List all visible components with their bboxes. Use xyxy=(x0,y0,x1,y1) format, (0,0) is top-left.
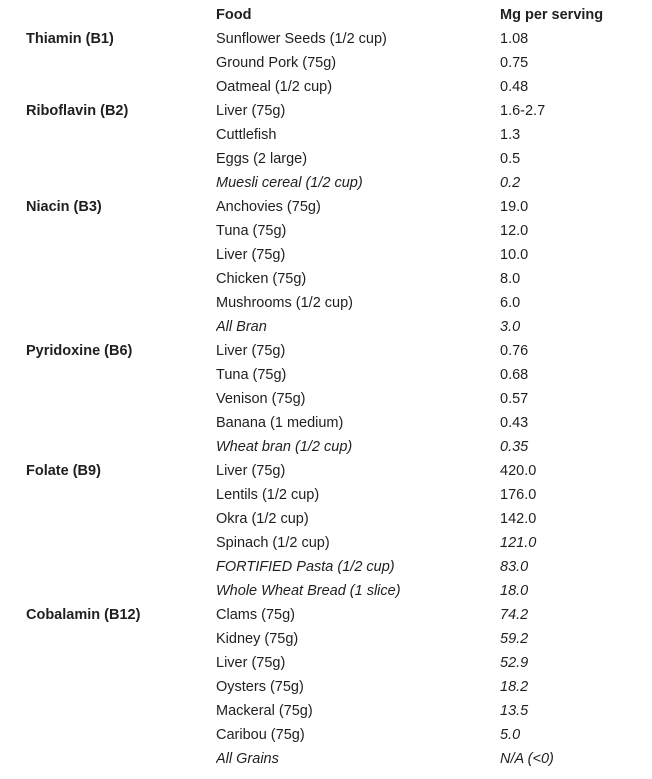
mg-per-serving-cell: 0.48 xyxy=(500,79,529,95)
header-food: Food xyxy=(216,7,252,23)
table-row xyxy=(0,147,652,171)
table-row xyxy=(0,219,652,243)
table-row xyxy=(0,363,652,387)
mg-per-serving-cell: 10.0 xyxy=(500,247,529,263)
food-cell: Banana (1 medium) xyxy=(216,415,344,431)
mg-per-serving-cell: 121.0 xyxy=(500,535,537,551)
row-spacer xyxy=(0,51,26,75)
vitamin-name-cell xyxy=(26,411,216,435)
table-row xyxy=(0,315,652,339)
row-spacer xyxy=(0,579,26,603)
vitamin-name-cell: Pyridoxine (B6) xyxy=(26,343,133,359)
row-spacer xyxy=(0,171,26,195)
table-row xyxy=(0,27,652,51)
vitamin-name-cell xyxy=(26,723,216,747)
row-spacer xyxy=(0,123,26,147)
table-row xyxy=(0,123,652,147)
header-vitamin xyxy=(26,3,216,27)
food-cell: Wheat bran (1/2 cup) xyxy=(216,439,353,455)
food-cell: Oysters (75g) xyxy=(216,679,304,695)
table-row xyxy=(0,99,652,123)
vitamin-name-cell xyxy=(26,507,216,531)
row-spacer xyxy=(0,651,26,675)
row-spacer xyxy=(0,75,26,99)
mg-per-serving-cell: N/A (<0) xyxy=(500,751,554,767)
vitamin-name-cell xyxy=(26,75,216,99)
vitamin-name-cell: Cobalamin (B12) xyxy=(26,607,141,623)
mg-per-serving-cell: 6.0 xyxy=(500,295,521,311)
table-row xyxy=(0,507,652,531)
row-spacer xyxy=(0,99,26,123)
food-cell: Spinach (1/2 cup) xyxy=(216,535,330,551)
table-row xyxy=(0,555,652,579)
vitamin-name-cell xyxy=(26,531,216,555)
food-cell: Eggs (2 large) xyxy=(216,151,308,167)
table-row xyxy=(0,531,652,555)
vitamin-name-cell xyxy=(26,579,216,603)
food-cell: Kidney (75g) xyxy=(216,631,299,647)
header-mg-per-serving: Mg per serving xyxy=(500,7,604,23)
vitamin-name-cell xyxy=(26,387,216,411)
mg-per-serving-cell: 0.76 xyxy=(500,343,529,359)
table-row xyxy=(0,723,652,747)
vitamin-name-cell xyxy=(26,627,216,651)
row-spacer xyxy=(0,747,26,771)
table-row xyxy=(0,483,652,507)
row-spacer xyxy=(0,267,26,291)
mg-per-serving-cell: 3.0 xyxy=(500,319,521,335)
table-row xyxy=(0,627,652,651)
row-spacer xyxy=(0,219,26,243)
table-header xyxy=(0,3,652,27)
food-cell: All Grains xyxy=(216,751,279,767)
row-spacer xyxy=(0,195,26,219)
vitamin-name-cell xyxy=(26,51,216,75)
vitamin-name-cell xyxy=(26,267,216,291)
mg-per-serving-cell: 0.57 xyxy=(500,391,529,407)
row-spacer xyxy=(0,147,26,171)
header-spacer xyxy=(0,3,26,27)
mg-per-serving-cell: 0.68 xyxy=(500,367,529,383)
table-body xyxy=(0,27,652,771)
food-cell: Liver (75g) xyxy=(216,247,286,263)
vitamin-name-cell xyxy=(26,147,216,171)
mg-per-serving-cell: 420.0 xyxy=(500,463,537,479)
row-spacer xyxy=(0,675,26,699)
vitamin-name-cell: Riboflavin (B2) xyxy=(26,103,129,119)
vitamin-name-cell: Thiamin (B1) xyxy=(26,31,114,47)
food-cell: Clams (75g) xyxy=(216,607,295,623)
mg-per-serving-cell: 52.9 xyxy=(500,655,529,671)
food-cell: Whole Wheat Bread (1 slice) xyxy=(216,583,401,599)
food-cell: Liver (75g) xyxy=(216,343,286,359)
food-cell: Oatmeal (1/2 cup) xyxy=(216,79,333,95)
vitamin-name-cell xyxy=(26,699,216,723)
vitamin-name-cell: Folate (B9) xyxy=(26,463,101,479)
table-row xyxy=(0,291,652,315)
table-row xyxy=(0,435,652,459)
vitamin-name-cell xyxy=(26,291,216,315)
row-spacer xyxy=(0,291,26,315)
mg-per-serving-cell: 59.2 xyxy=(500,631,529,647)
vitamin-name-cell xyxy=(26,747,216,771)
vitamin-name-cell xyxy=(26,675,216,699)
mg-per-serving-cell: 1.3 xyxy=(500,127,521,143)
header-row xyxy=(0,3,652,27)
table-row xyxy=(0,579,652,603)
vitamin-name-cell xyxy=(26,219,216,243)
table-row xyxy=(0,51,652,75)
vitamin-food-table xyxy=(0,3,652,771)
row-spacer xyxy=(0,507,26,531)
mg-per-serving-cell: 8.0 xyxy=(500,271,521,287)
food-cell: All Bran xyxy=(216,319,267,335)
food-cell: Liver (75g) xyxy=(216,103,286,119)
mg-per-serving-cell: 1.08 xyxy=(500,31,529,47)
food-cell: Lentils (1/2 cup) xyxy=(216,487,320,503)
food-cell: Mackeral (75g) xyxy=(216,703,313,719)
food-cell: Muesli cereal (1/2 cup) xyxy=(216,175,363,191)
row-spacer xyxy=(0,483,26,507)
row-spacer xyxy=(0,459,26,483)
food-cell: Okra (1/2 cup) xyxy=(216,511,309,527)
vitamin-name-cell xyxy=(26,243,216,267)
table-row xyxy=(0,675,652,699)
food-cell: FORTIFIED Pasta (1/2 cup) xyxy=(216,559,395,575)
vitamin-name-cell xyxy=(26,483,216,507)
row-spacer xyxy=(0,531,26,555)
mg-per-serving-cell: 0.5 xyxy=(500,151,521,167)
food-cell: Mushrooms (1/2 cup) xyxy=(216,295,353,311)
vitamin-name-cell xyxy=(26,651,216,675)
table-row xyxy=(0,267,652,291)
table-row xyxy=(0,171,652,195)
vitamin-name-cell xyxy=(26,315,216,339)
mg-per-serving-cell: 74.2 xyxy=(500,607,529,623)
food-cell: Anchovies (75g) xyxy=(216,199,321,215)
vitamin-name-cell xyxy=(26,123,216,147)
table-row xyxy=(0,195,652,219)
food-cell: Tuna (75g) xyxy=(216,367,287,383)
row-spacer xyxy=(0,27,26,51)
mg-per-serving-cell: 176.0 xyxy=(500,487,537,503)
vitamin-name-cell xyxy=(26,363,216,387)
row-spacer xyxy=(0,315,26,339)
row-spacer xyxy=(0,627,26,651)
table-row xyxy=(0,459,652,483)
row-spacer xyxy=(0,411,26,435)
food-cell: Sunflower Seeds (1/2 cup) xyxy=(216,31,387,47)
vitamin-name-cell: Niacin (B3) xyxy=(26,199,102,215)
table-row xyxy=(0,699,652,723)
mg-per-serving-cell: 0.43 xyxy=(500,415,529,431)
table-row xyxy=(0,387,652,411)
row-spacer xyxy=(0,555,26,579)
row-spacer xyxy=(0,387,26,411)
row-spacer xyxy=(0,603,26,627)
table-row xyxy=(0,651,652,675)
mg-per-serving-cell: 18.2 xyxy=(500,679,529,695)
mg-per-serving-cell: 0.75 xyxy=(500,55,529,71)
mg-per-serving-cell: 0.2 xyxy=(500,175,521,191)
mg-per-serving-cell: 5.0 xyxy=(500,727,521,743)
row-spacer xyxy=(0,243,26,267)
food-cell: Tuna (75g) xyxy=(216,223,287,239)
food-cell: Ground Pork (75g) xyxy=(216,55,337,71)
mg-per-serving-cell: 1.6-2.7 xyxy=(500,103,546,119)
mg-per-serving-cell: 18.0 xyxy=(500,583,529,599)
table-row xyxy=(0,339,652,363)
row-spacer xyxy=(0,435,26,459)
food-cell: Caribou (75g) xyxy=(216,727,305,743)
food-cell: Cuttlefish xyxy=(216,127,277,143)
mg-per-serving-cell: 12.0 xyxy=(500,223,529,239)
mg-per-serving-cell: 13.5 xyxy=(500,703,529,719)
row-spacer xyxy=(0,723,26,747)
row-spacer xyxy=(0,699,26,723)
food-cell: Chicken (75g) xyxy=(216,271,307,287)
table-row xyxy=(0,243,652,267)
mg-per-serving-cell: 142.0 xyxy=(500,511,537,527)
table-row xyxy=(0,411,652,435)
food-cell: Venison (75g) xyxy=(216,391,306,407)
vitamin-name-cell xyxy=(26,171,216,195)
row-spacer xyxy=(0,339,26,363)
mg-per-serving-cell: 0.35 xyxy=(500,439,529,455)
table-row xyxy=(0,75,652,99)
table-row xyxy=(0,603,652,627)
mg-per-serving-cell: 19.0 xyxy=(500,199,529,215)
mg-per-serving-cell: 83.0 xyxy=(500,559,529,575)
row-spacer xyxy=(0,363,26,387)
vitamin-name-cell xyxy=(26,435,216,459)
vitamin-name-cell xyxy=(26,555,216,579)
food-cell: Liver (75g) xyxy=(216,463,286,479)
table-row xyxy=(0,747,652,771)
food-cell: Liver (75g) xyxy=(216,655,286,671)
